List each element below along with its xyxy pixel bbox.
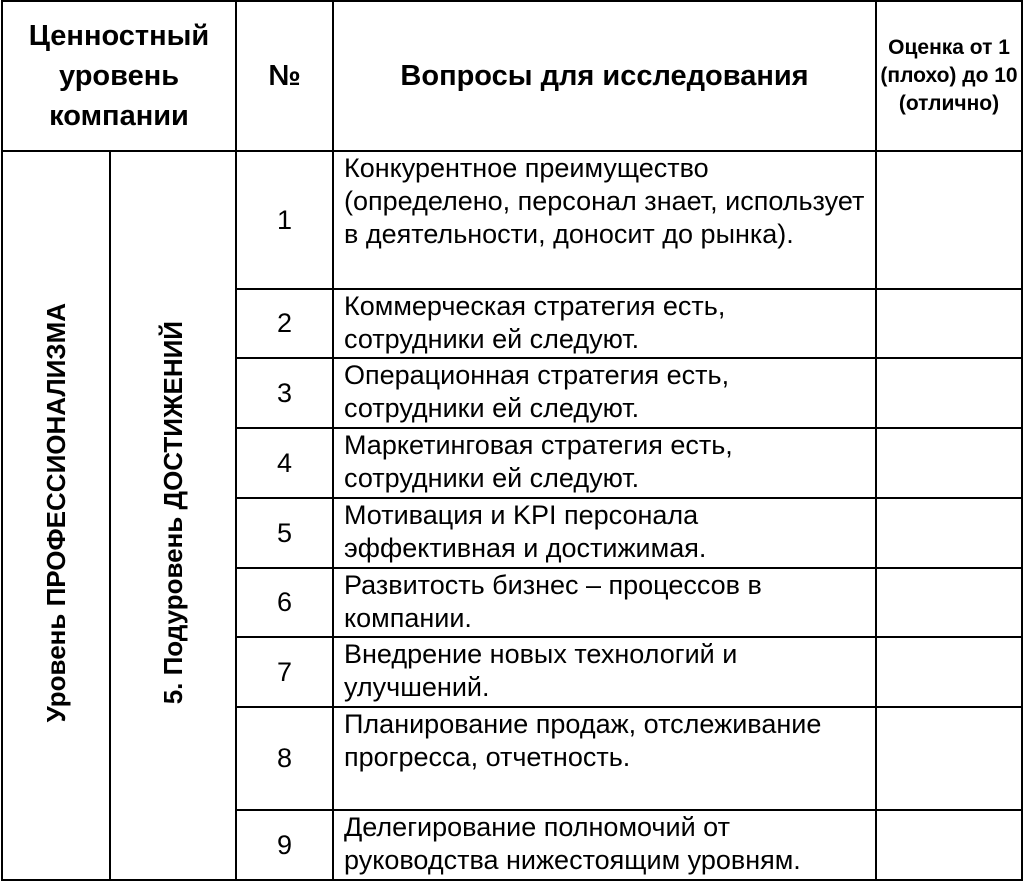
header-score: Оценка от 1 (плохо) до 10 (отлично) [876, 1, 1022, 151]
level-cell [2, 151, 110, 880]
question-number: 9 [236, 810, 333, 880]
question-number: 4 [236, 428, 333, 498]
score-cell[interactable] [876, 289, 1022, 358]
score-cell[interactable] [876, 810, 1022, 880]
question-number: 3 [236, 358, 333, 428]
question-number: 5 [236, 498, 333, 568]
header-questions: Вопросы для исследования [333, 1, 876, 151]
score-cell[interactable] [876, 568, 1022, 637]
score-cell[interactable] [876, 358, 1022, 428]
score-cell[interactable] [876, 151, 1022, 289]
question-number: 7 [236, 637, 333, 707]
score-cell[interactable] [876, 428, 1022, 498]
question-text: Маркетинговая стратегия есть, сотрудники ей следуют. [333, 428, 876, 498]
header-row [2, 1, 1022, 151]
question-text: Внедрение новых технологий и улучшений. [333, 637, 876, 707]
assessment-table [1, 0, 1023, 881]
question-text: Делегирование полномочий от руководства нижестоящим уровням. [333, 810, 876, 880]
question-text: Конкурентное преимущество (определено, персонал знает, использует в деятельности, доносит до рынка). [333, 151, 876, 289]
table-row [2, 151, 1022, 289]
question-number: 1 [236, 151, 333, 289]
question-text: Мотивация и KPI персонала эффективная и достижимая. [333, 498, 876, 568]
score-cell[interactable] [876, 637, 1022, 707]
score-cell[interactable] [876, 707, 1022, 810]
question-number: 2 [236, 289, 333, 358]
score-cell[interactable] [876, 498, 1022, 568]
question-text: Развитость бизнес – процессов в компании. [333, 568, 876, 637]
question-text: Коммерческая стратегия есть, сотрудники ей следуют. [333, 289, 876, 358]
question-text: Операционная стратегия есть, сотрудники ей следуют. [333, 358, 876, 428]
sublevel-name: 5. Подуровень ДОСТИЖЕНИЙ [157, 321, 188, 705]
header-number: № [236, 1, 333, 151]
question-text: Планирование продаж, отслеживание прогресса, отчетность. [333, 707, 876, 810]
level-name: Уровень ПРОФЕССИОНАЛИЗМА [40, 303, 71, 723]
question-number: 8 [236, 707, 333, 810]
header-value-level: Ценностный уровень компании [2, 1, 236, 151]
sublevel-cell [110, 151, 236, 880]
question-number: 6 [236, 568, 333, 637]
